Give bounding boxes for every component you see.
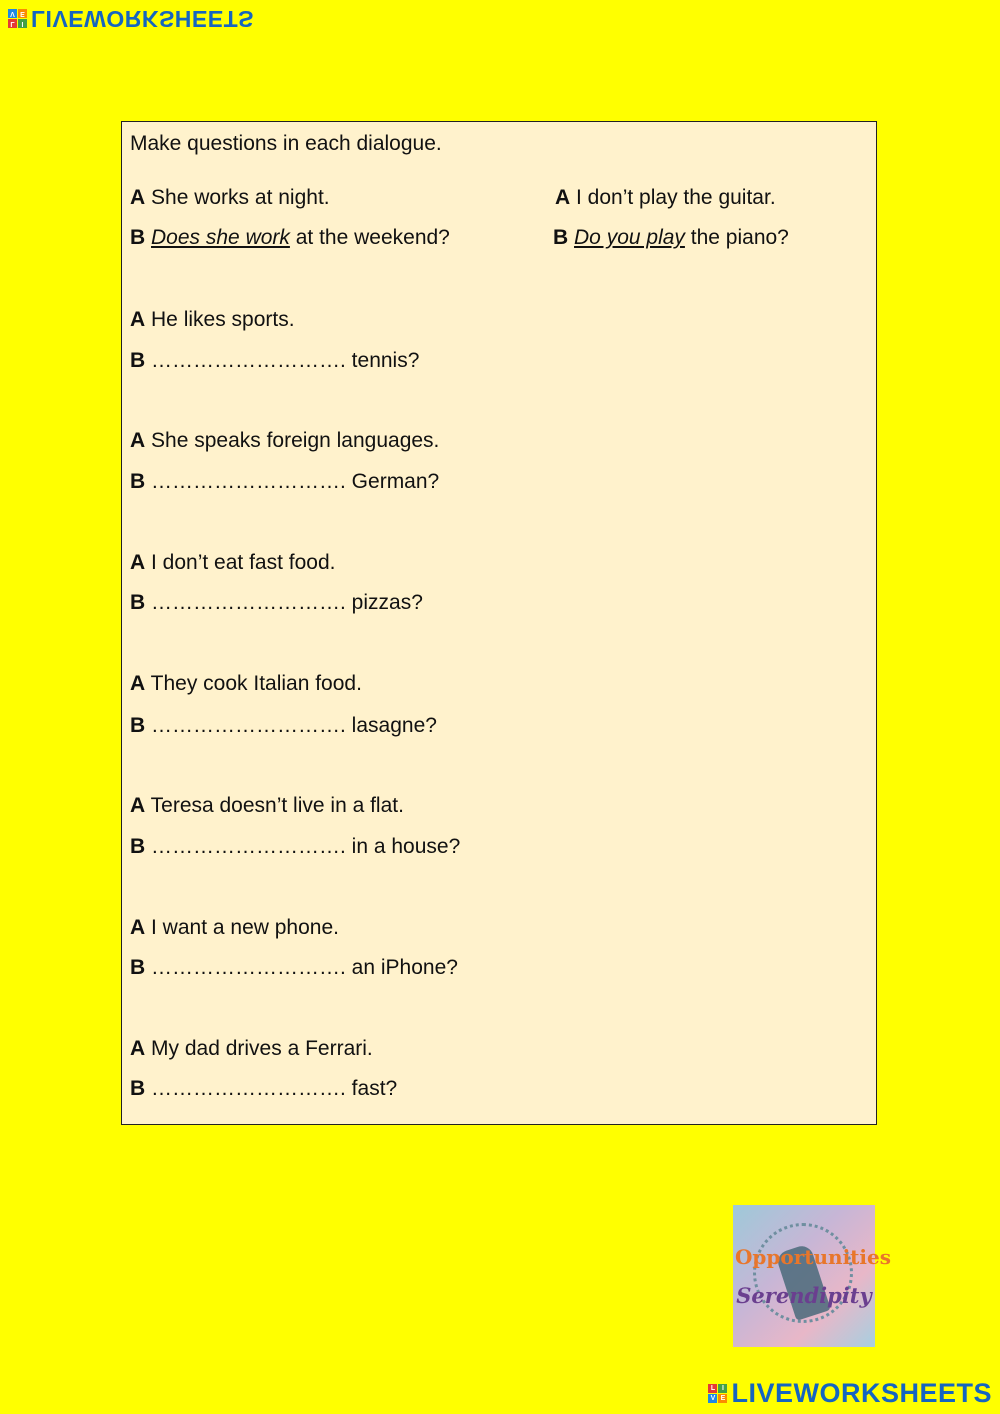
- item-5-a-line: A Teresa doesn’t live in a flat.: [130, 794, 404, 817]
- logo-blocks-icon: L I V E: [708, 1384, 727, 1403]
- logo-blocks-icon: L I V E: [8, 10, 27, 29]
- example-2-b-line: B Do you play the piano?: [553, 226, 789, 249]
- example-1-b-line: B Does she work at the weekend?: [130, 226, 450, 249]
- item-2-a-line: A She speaks foreign languages.: [130, 429, 440, 452]
- item-1-b-line[interactable]: B ………………………. tennis?: [130, 349, 420, 372]
- item-6-b-line[interactable]: B ………………………. an iPhone?: [130, 956, 458, 979]
- exercise-box: [121, 121, 877, 1125]
- stamp-word-opportunities: Opportunities: [735, 1245, 892, 1269]
- answer-blank: ………………………. pizzas?: [151, 591, 423, 614]
- answer-blank: ………………………. in a house?: [151, 835, 461, 858]
- stamp-word-serendipity: Serendipity: [736, 1283, 872, 1308]
- item-6-a-line: A I want a new phone.: [130, 916, 339, 939]
- liveworksheets-logo-bottom[interactable]: [708, 1378, 992, 1408]
- answer-blank: ………………………. an iPhone?: [151, 956, 458, 979]
- item-7-a-line: A My dad drives a Ferrari.: [130, 1037, 373, 1060]
- item-7-b-line[interactable]: B ………………………. fast?: [130, 1077, 398, 1100]
- item-3-a-line: A I don’t eat fast food.: [130, 551, 336, 574]
- liveworksheets-logo-top: [8, 6, 254, 32]
- example-answer: Does she work: [151, 226, 290, 249]
- answer-blank: ………………………. German?: [151, 470, 440, 493]
- example-2-a-line: A I don’t play the guitar.: [555, 186, 776, 209]
- answer-blank: ………………………. lasagne?: [151, 714, 437, 737]
- instruction: Make questions in each dialogue.: [130, 132, 442, 155]
- logo-text: LIVEWORKSHEETS: [31, 6, 254, 33]
- logo-text: LIVEWORKSHEETS: [731, 1377, 992, 1408]
- answer-blank: ………………………. tennis?: [151, 349, 420, 372]
- item-5-b-line[interactable]: B ………………………. in a house?: [130, 835, 461, 858]
- item-3-b-line[interactable]: B ………………………. pizzas?: [130, 591, 423, 614]
- example-answer: Do you play: [574, 226, 685, 249]
- answer-blank: ………………………. fast?: [151, 1077, 398, 1100]
- item-4-a-line: A They cook Italian food.: [130, 672, 362, 695]
- opportunities-serendipity-image: [733, 1205, 892, 1347]
- item-1-a-line: A He likes sports.: [130, 308, 295, 331]
- item-2-b-line[interactable]: B ………………………. German?: [130, 470, 440, 493]
- item-4-b-line[interactable]: B ………………………. lasagne?: [130, 714, 437, 737]
- example-1-a-line: A She works at night.: [130, 186, 330, 209]
